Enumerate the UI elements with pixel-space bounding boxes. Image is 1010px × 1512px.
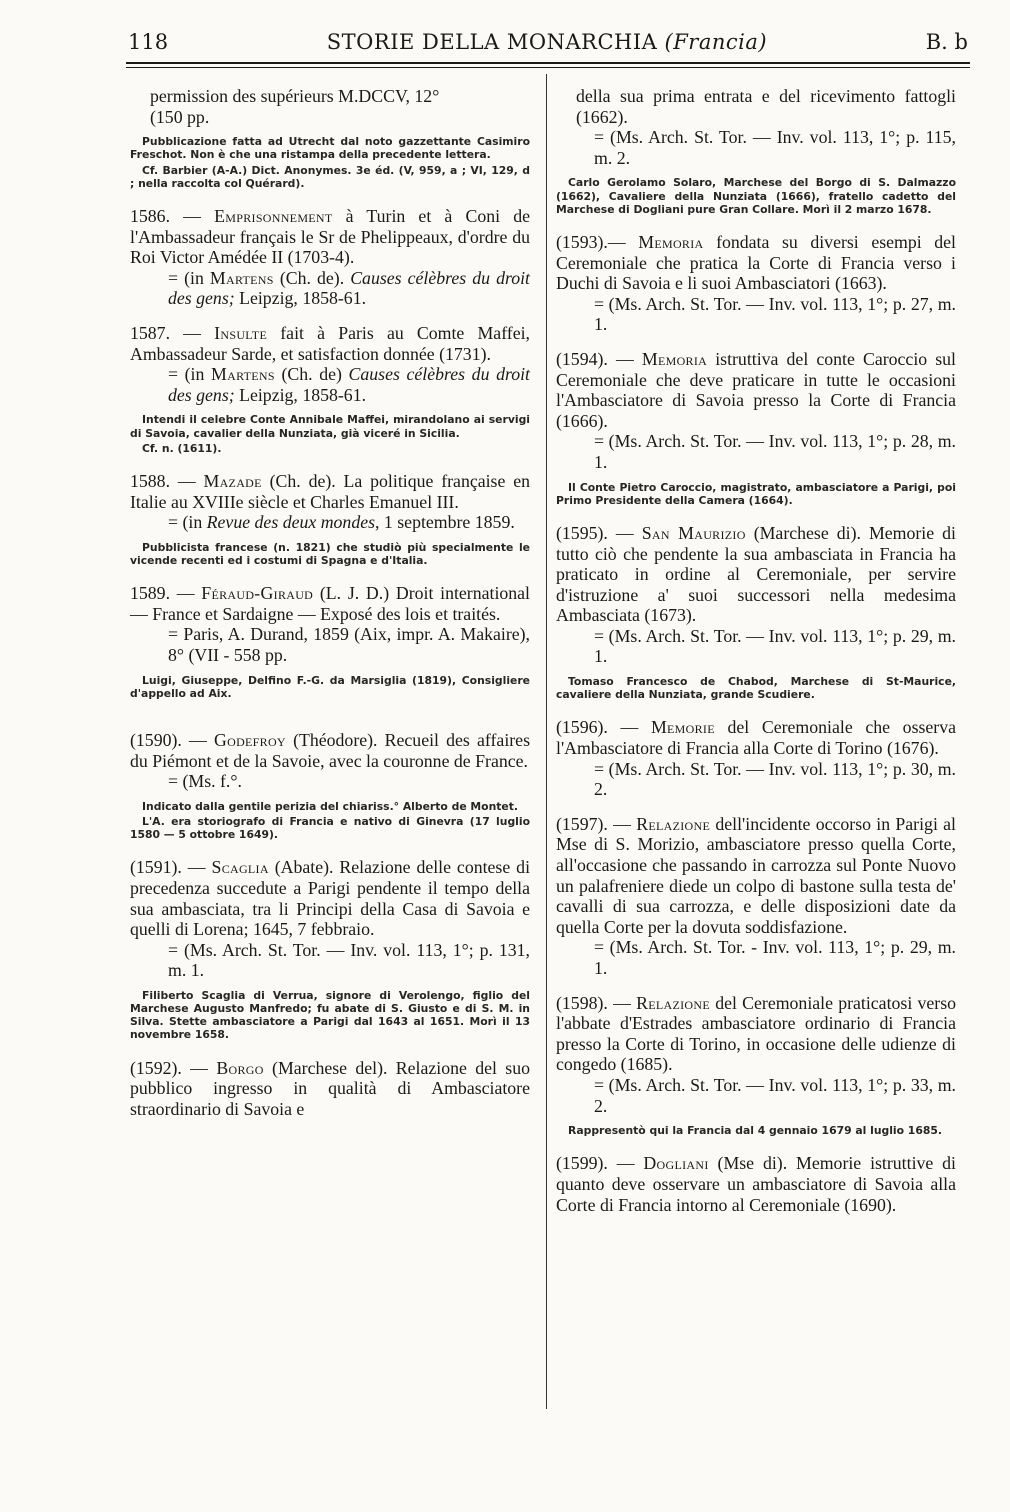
entry-note bbox=[130, 800, 530, 842]
entry-heading: Memoria bbox=[638, 231, 704, 252]
entry-number: 1587. — bbox=[130, 322, 201, 343]
entry-heading: Memoria bbox=[641, 348, 708, 369]
entry-heading: Relazione bbox=[636, 813, 711, 834]
entry-reference: = (Ms. Arch. St. Tor. - Inv. vol. 113, 1°; p. 29, m. 1. bbox=[594, 937, 956, 979]
entry-note bbox=[130, 135, 530, 190]
header-rule-thin bbox=[126, 67, 970, 68]
entry-body: (Mse di). Memorie istruttive di quanto deve osservare un ambasciatore di Savoia alla Corte di Francia intorno al Ceremoniale (1690). bbox=[556, 1153, 956, 1215]
entry-number: (1593).— bbox=[556, 231, 626, 252]
header-rule bbox=[126, 62, 970, 64]
entry-heading: Dogliani bbox=[643, 1153, 709, 1174]
entry-1592-continued bbox=[556, 86, 956, 216]
entry-1597 bbox=[556, 814, 956, 979]
entry-number: (1592). — bbox=[130, 1057, 208, 1078]
entry-note bbox=[130, 413, 530, 455]
entry-body: del Ceremoniale che osserva l'Ambasciatore di Francia alla Corte di Torino (1676). bbox=[556, 717, 956, 759]
note-paragraph: Pubblicista francese (n. 1821) che studiò più specialmente le vicende recenti ed i costumi di Spagna e d'Italia. bbox=[130, 540, 530, 567]
column-divider bbox=[546, 74, 547, 1409]
entry-text bbox=[556, 1153, 956, 1215]
entry-number: (1598). — bbox=[556, 992, 631, 1013]
note-paragraph: Cf. Barbier (A-A.) Dict. Anonymes. 3e éd. (V, 959, a ; VI, 129, d ; nella raccolta col Quérard). bbox=[130, 163, 530, 190]
entry-note bbox=[130, 674, 530, 700]
entry-reference: = (Ms. Arch. St. Tor. — Inv. vol. 113, 1°; p. 29, m. 1. bbox=[594, 625, 956, 667]
entry-number: 1586. — bbox=[130, 206, 201, 226]
entry-body: della sua prima entrata e del ricevimento fattogli (1662). bbox=[576, 86, 956, 127]
entry-reference: = (in Martens (Ch. de). Causes célèbres du droit des gens; Leipzig, 1858-61. bbox=[168, 267, 530, 309]
entry-body: (Ch. de). La politique française en Italie au XVIIIe siècle et Charles Emanuel III. bbox=[130, 470, 530, 512]
running-title: STORIE DELLA MONARCHIA (Francia) bbox=[326, 30, 768, 54]
entry-text-line: (150 pp. bbox=[150, 106, 210, 127]
note-paragraph: L'A. era storiografo di Francia e nativo di Ginevra (17 luglio 1580 — 5 ottobre 1649). bbox=[130, 814, 530, 842]
entry-number: (1594). — bbox=[556, 348, 634, 369]
entry-text bbox=[130, 1058, 530, 1120]
entry-number: (1591). — bbox=[130, 857, 206, 878]
entry-text bbox=[556, 349, 956, 473]
entry-text bbox=[556, 523, 956, 667]
note-paragraph: Indicato dalla gentile perizia del chiariss.° Alberto de Montet. bbox=[142, 799, 519, 813]
entry-reference: = (Ms. Arch. St. Tor. — Inv. vol. 113, 1°; p. 30, m. 2. bbox=[594, 758, 956, 800]
page-number: 118 bbox=[128, 30, 169, 54]
entry-note bbox=[556, 1124, 956, 1137]
entry-reference: = (Ms. Arch. St. Tor. — Inv. vol. 113, 1°; p. 131, m. 1. bbox=[168, 939, 530, 981]
note-paragraph: Luigi, Giuseppe, Delfino F.-G. da Marsiglia (1819), Consigliere d'appello ad Aix. bbox=[130, 673, 530, 700]
entry-1593 bbox=[556, 232, 956, 335]
entry-number: (1595). — bbox=[556, 522, 634, 543]
entry-heading: Emprisonnement bbox=[214, 206, 333, 226]
entry-text bbox=[556, 232, 956, 335]
entry-reference: = (in Revue des deux mondes, 1 septembre 1859. bbox=[168, 512, 515, 533]
entry-number: 1589. — bbox=[130, 583, 195, 604]
entry-reference: = (Ms. Arch. St. Tor. — Inv. vol. 113, 1°; p. 27, m. 1. bbox=[594, 293, 956, 335]
entry-text bbox=[130, 583, 530, 665]
entry-body: del Ceremoniale praticatosi verso l'abbate d'Estrades ambasciatore ordinario di Francia presso la Corte di Torino, in occasione delle udienze di congedo (1685). bbox=[556, 992, 957, 1075]
entry-reference: = (Ms. Arch. St. Tor. — Inv. vol. 113, 1°; p. 115, m. 2. bbox=[594, 127, 956, 168]
entry-text bbox=[130, 323, 530, 405]
entry-body: dell'incidente occorso in Parigi al Mse di S. Morizio, ambasciatore presso quella Corte, all'occasione che passando in carrozza sul Ponte Nuovo un palafreniere diede un colpo di bastone sulla testa de' cavalli di sua carrozza, e delle disposizioni date da quella Corte per la dovuta soddisfazione. bbox=[556, 813, 956, 937]
entry-1594 bbox=[556, 349, 956, 507]
note-paragraph: Carlo Gerolamo Solaro, Marchese del Borgo di S. Dalmazzo (1662), Cavaliere della Nunziata (1666), fratello cadetto del Marchese di Dogliani pure Gran Collare. Morì il 2 marzo 1678. bbox=[556, 176, 956, 216]
entry-heading: Borgo bbox=[216, 1057, 264, 1078]
section-mark: B. b bbox=[925, 30, 968, 54]
entry-1586 bbox=[130, 206, 530, 309]
entry-text bbox=[556, 717, 956, 799]
entry-reference: = (Ms. Arch. St. Tor. — Inv. vol. 113, 1°; p. 28, m. 1. bbox=[594, 431, 956, 472]
note-paragraph: Il Conte Pietro Caroccio, magistrato, ambasciatore a Parigi, poi Primo Presidente della Camera (1664). bbox=[556, 480, 956, 507]
entry-note bbox=[556, 176, 956, 216]
left-column bbox=[130, 86, 530, 1119]
entry-1592 bbox=[130, 1058, 530, 1120]
entry-1598 bbox=[556, 993, 956, 1138]
entry-text bbox=[556, 993, 956, 1117]
entry-body: (Abate). Relazione delle contese di precedenza succedute a Parigi pendente il tempo della sua ambasciata, tra li Principi della Casa di Savoia e quelli di Lorena; 1645, 7 febbraio. bbox=[130, 857, 531, 940]
page-header bbox=[128, 30, 968, 64]
entry-1596 bbox=[556, 717, 956, 799]
note-paragraph: Filiberto Scaglia di Verrua, signore di Verolengo, figlio del Marchese Augusto Manfredo; fu abate di S. Giusto e di S. M. in Silva. Stette ambasciatore a Parigi dal 1643 al 1651. Morì il 13 novembre 1658. bbox=[130, 988, 530, 1042]
entry-number: 1588. — bbox=[130, 470, 196, 491]
entry-text bbox=[130, 730, 530, 792]
entry-note bbox=[130, 989, 530, 1042]
entry-number: (1599). — bbox=[556, 1153, 635, 1174]
note-paragraph: Intendi il celebre Conte Annibale Maffei, mirandolano ai servigi di Savoia, cavalier della Nunziata, già viceré in Sicilia. bbox=[130, 413, 530, 440]
entry-body: à Turin et à Coni de l'Ambassadeur français le Sr de Phelippeaux, d'ordre du Roi Victor Amédée II (1703-4). bbox=[130, 206, 530, 268]
entry-1589 bbox=[130, 583, 530, 700]
entry-text bbox=[556, 814, 956, 979]
entry-heading: Insulte bbox=[214, 322, 268, 343]
entry-reference: = Paris, A. Durand, 1859 (Aix, impr. A. Makaire), 8° (VII - 558 pp. bbox=[168, 624, 530, 665]
entry-reference: = (Ms. Arch. St. Tor. — Inv. vol. 113, 1°; p. 33, m. 2. bbox=[594, 1074, 956, 1116]
entry-text bbox=[556, 86, 956, 168]
entry-heading: Memorie bbox=[650, 717, 715, 738]
entry-heading: San Maurizio bbox=[641, 522, 746, 543]
entry-note bbox=[556, 675, 956, 701]
entry-note bbox=[130, 541, 530, 567]
entry-note bbox=[556, 481, 956, 507]
note-paragraph: Cf. n. (1611). bbox=[142, 441, 222, 455]
entry-heading: Scaglia bbox=[211, 857, 269, 878]
entry-1588 bbox=[130, 471, 530, 567]
entry-reference: = (in Martens (Ch. de) Causes célèbres du droit des gens; Leipzig, 1858-61. bbox=[168, 364, 530, 405]
right-column bbox=[556, 86, 956, 1215]
entry-1595 bbox=[556, 523, 956, 702]
entry-text bbox=[130, 471, 530, 533]
entry-heading: Mazade bbox=[203, 470, 262, 491]
note-paragraph: Tomaso Francesco de Chabod, Marchese di St-Maurice, cavaliere della Nunziata, grande Scudiere. bbox=[556, 675, 956, 702]
entry-text-line: permission des supérieurs M.DCCV, 12° bbox=[150, 86, 440, 106]
entry-1591 bbox=[130, 857, 530, 1041]
entry-body: (Théodore). Recueil des affaires du Piémont et de la Savoie, avec la couronne de France. bbox=[130, 729, 530, 771]
entry-1587 bbox=[130, 323, 530, 455]
entry-body: (Marchese di). Memorie di tutto ciò che pendente la sua ambasciata in Francia ha praticato in ordine al Ceremoniale, per servire d'istruzione a' suoi successori nella medesima Ambasciata (1673). bbox=[556, 522, 956, 626]
entry-text bbox=[130, 206, 530, 309]
entry-number: (1590). — bbox=[130, 729, 207, 750]
entry-text bbox=[130, 857, 530, 981]
note-paragraph: Rappresentò qui la Francia dal 4 gennaio 1679 al luglio 1685. bbox=[568, 1124, 942, 1138]
note-paragraph: Pubblicazione fatta ad Utrecht dal noto gazzettante Casimiro Freschot. Non è che una ristampa della precedente lettera. bbox=[130, 135, 530, 162]
entry-1590 bbox=[130, 730, 530, 841]
entry-body: istruttiva del conte Caroccio sul Ceremoniale che deve praticare in tutte le occasioni l'Ambasciatore di Savoia presso la Corte di Francia (1666). bbox=[556, 348, 957, 431]
entry-heading: Godefroy bbox=[213, 729, 286, 750]
entry-number: (1596). — bbox=[556, 717, 639, 738]
entry-1585-continued bbox=[130, 86, 530, 190]
entry-number: (1597). — bbox=[556, 813, 631, 834]
entry-heading: Relazione bbox=[636, 992, 710, 1013]
entry-body: (Marchese del). Relazione del suo pubblico ingresso in qualità di Ambasciatore straordinario di Savoia e bbox=[130, 1057, 530, 1119]
entry-body: (L. J. D.) Droit international — France et Sardaigne — Exposé des lois et traités. bbox=[130, 583, 530, 624]
entry-heading: Féraud-Giraud bbox=[201, 583, 314, 604]
entry-body: fait à Paris au Comte Maffei, Ambassadeur Sarde, et satisfaction donnée (1731). bbox=[130, 322, 530, 364]
entry-1599 bbox=[556, 1153, 956, 1215]
entry-reference: = (Ms. f.°. bbox=[168, 771, 242, 792]
entry-body: fondata su diversi esempi del Ceremoniale che pratica la Corte di Francia verso i Duchi di Savoia e li suoi Ambasciatori (1663). bbox=[556, 231, 956, 294]
